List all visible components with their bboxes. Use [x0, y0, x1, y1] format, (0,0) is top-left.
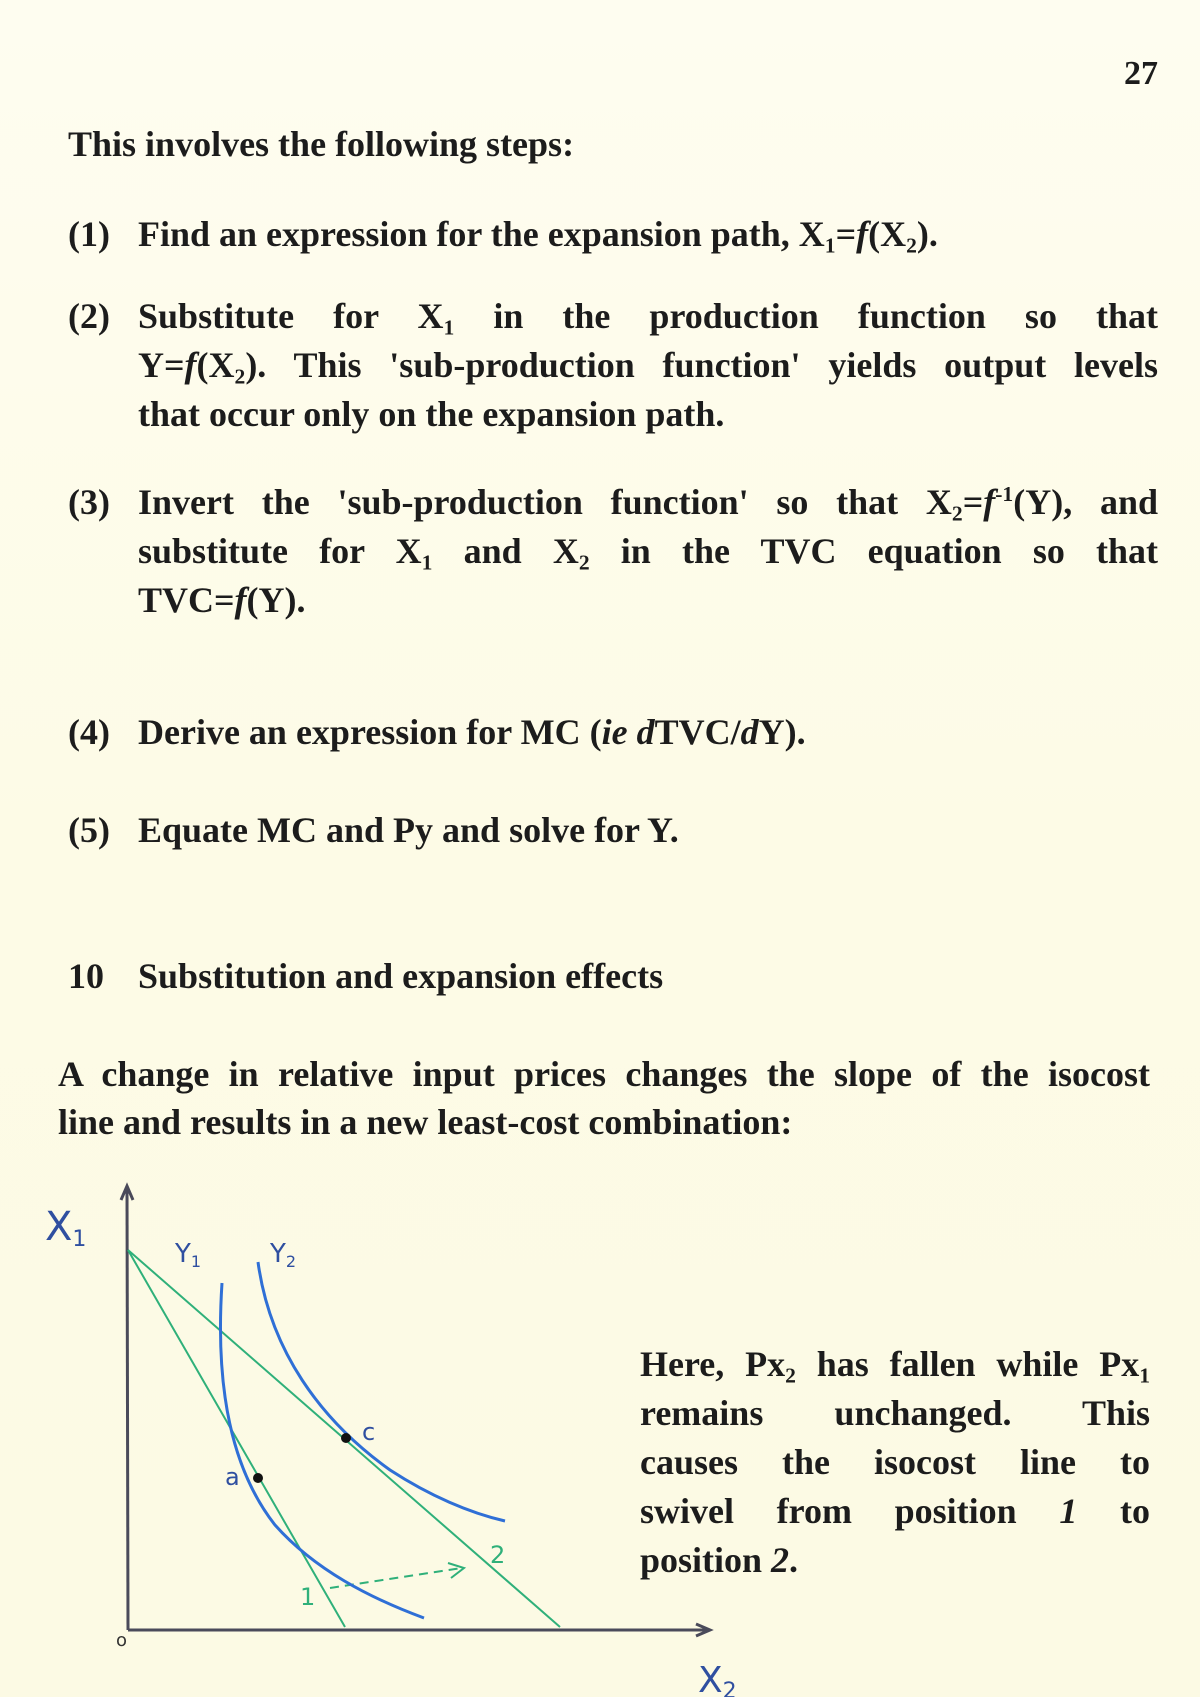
step-number: (5): [68, 810, 110, 850]
step-1: [68, 210, 1158, 259]
point-c: [341, 1433, 351, 1443]
point-a: [253, 1473, 263, 1483]
isocost-line-1: [128, 1250, 345, 1627]
origin-label: o: [116, 1630, 128, 1651]
step-2: [68, 292, 1158, 439]
section-heading: [68, 952, 663, 1001]
point-c-label: c: [362, 1418, 376, 1446]
section-title: Substitution and expansion effects: [138, 956, 664, 996]
step-3: [68, 478, 1158, 625]
step-5: [68, 806, 1158, 855]
axes: [121, 1186, 710, 1636]
step-body: Substitute for $X_1$ in the production function so that $Y=f(X_2)$. This 'sub-production function' yields output levels that occur only on the expansion path.: [138, 296, 1158, 434]
step-number: (3): [68, 482, 110, 522]
step-body: Derive an expression for MC (ie dTVC/dY).: [138, 712, 806, 752]
y-axis: [127, 1190, 128, 1630]
page-number: 27: [1124, 55, 1158, 92]
section-number: 10: [68, 956, 104, 996]
step-number: (2): [68, 296, 110, 336]
step-body: Find an expression for the expansion path, $X_1=f(X_2)$.: [138, 214, 938, 258]
body-paragraph: A change in relative input prices changes the slope of the isocost line and results in a new least-cost combination:: [58, 1054, 1150, 1142]
x-axis-label: X2: [698, 1660, 737, 1697]
y-axis-label: X1: [45, 1204, 87, 1252]
isoquant-y2-label: Y2: [270, 1239, 297, 1271]
step-4: [68, 708, 1158, 757]
intro-text: This involves the following steps:: [68, 124, 575, 164]
point-a-label: a: [225, 1463, 240, 1491]
figure-caption: Here, $Px_2$ has fallen while $Px_1$ remains unchanged. This causes the isocost line to swivel from position 1 to position 2.: [640, 1344, 1151, 1580]
isocost-2-label: 2: [490, 1541, 506, 1569]
isocost-1-label: 1: [300, 1583, 316, 1611]
isoquant-y1-label: Y1: [175, 1239, 202, 1271]
step-body: Equate MC and Py and solve for Y.: [138, 810, 679, 850]
isoquant-y1: [220, 1283, 424, 1618]
step-number: (1): [68, 214, 110, 254]
step-body: Invert the 'sub-production function' so that $X_2=f^{-1}(Y)$, and substitute for $X_1$ and $X_2$ in the TVC equation so that TVC=f(Y).: [138, 482, 1159, 620]
step-number: (4): [68, 712, 110, 752]
isoquant-y2: [258, 1262, 505, 1521]
